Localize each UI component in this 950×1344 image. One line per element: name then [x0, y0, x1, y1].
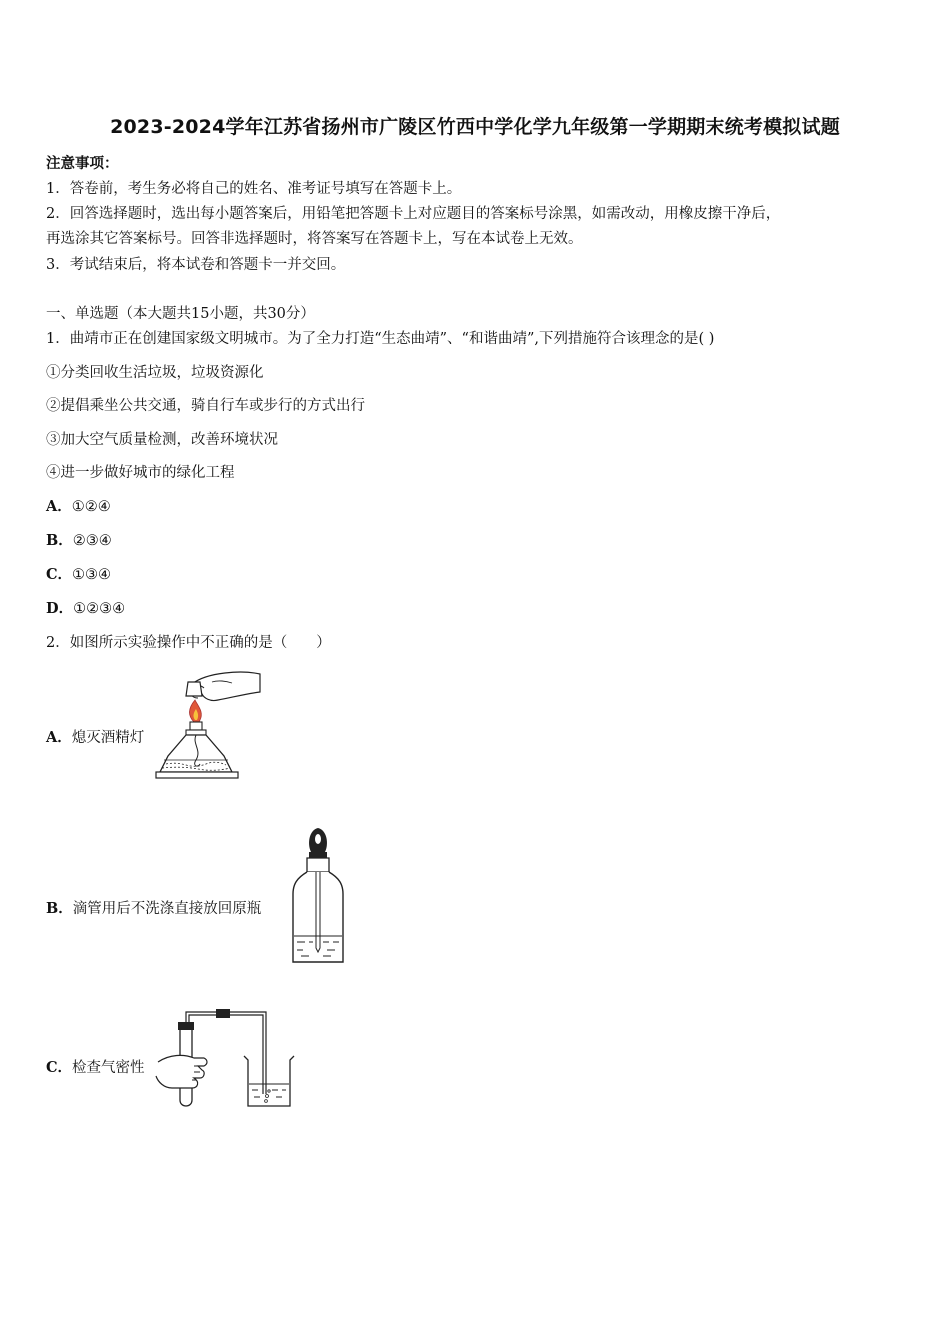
notice-item-1: 1．答卷前，考生务必将自己的姓名、准考证号填写在答题卡上。 [46, 181, 462, 197]
airtightness-check-illustration [154, 1000, 300, 1112]
notice-item-2: 2．回答选择题时，选出每小题答案后，用铅笔把答题卡上对应题目的答案标号涂黑，如需改动，用橡皮擦干净后， [46, 206, 781, 222]
option-label: C． [46, 1059, 73, 1076]
notice-item-3: 3．考试结束后，将本试卷和答题卡一并交回。 [46, 257, 346, 273]
notice-heading: 注意事项： [46, 155, 119, 172]
question-2-stem: 2．如图所示实验操作中不正确的是（ ） [46, 635, 331, 651]
q1-statement-4: ④进一步做好城市的绿化工程 [46, 465, 235, 481]
section-heading: 一、单选题（本大题共15小题，共30分） [46, 306, 315, 322]
q2-option-c[interactable] [46, 1056, 145, 1077]
q1-statement-3: ③加大空气质量检测，改善环境状况 [46, 432, 278, 448]
option-text: 熄灭酒精灯 [71, 730, 145, 746]
q1-option-d[interactable] [46, 597, 125, 618]
option-label: A． [46, 729, 72, 746]
option-text: 检查气密性 [72, 1060, 145, 1076]
option-label: B． [46, 900, 73, 917]
option-text: ①③④ [72, 567, 112, 583]
option-text: ①②③④ [73, 601, 126, 617]
option-label: C． [46, 566, 73, 583]
alcohol-lamp-illustration [152, 664, 264, 784]
q2-option-b[interactable] [46, 897, 261, 918]
q1-statement-1: ①分类回收生活垃圾，垃圾资源化 [46, 365, 264, 381]
exam-title: 2023-2024学年江苏省扬州市广陵区竹西中学化学九年级第一学期期末统考模拟试题 [110, 116, 840, 138]
option-label: A． [46, 498, 72, 515]
option-text: 滴管用后不洗涤直接放回原瓶 [72, 901, 262, 917]
q1-statement-2: ②提倡乘坐公共交通，骑自行车或步行的方式出行 [46, 398, 365, 414]
option-text: ②③④ [72, 533, 112, 549]
q1-option-a[interactable] [46, 495, 111, 516]
q2-option-a[interactable] [46, 726, 144, 747]
option-label: D． [46, 600, 74, 617]
q1-option-c[interactable] [46, 563, 111, 584]
question-1-stem: 1．曲靖市正在创建国家级文明城市。为了全力打造“生态曲靖”、“和谐曲靖”,下列措施符合该理念的是( ) [46, 331, 715, 347]
dropper-bottle-illustration [289, 824, 347, 968]
notice-item-2-cont: 再选涂其它答案标号。回答非选择题时，将答案写在答题卡上，写在本试卷上无效。 [46, 231, 583, 247]
option-text: ①②④ [71, 499, 111, 515]
q1-option-b[interactable] [46, 529, 112, 550]
option-label: B． [46, 532, 73, 549]
